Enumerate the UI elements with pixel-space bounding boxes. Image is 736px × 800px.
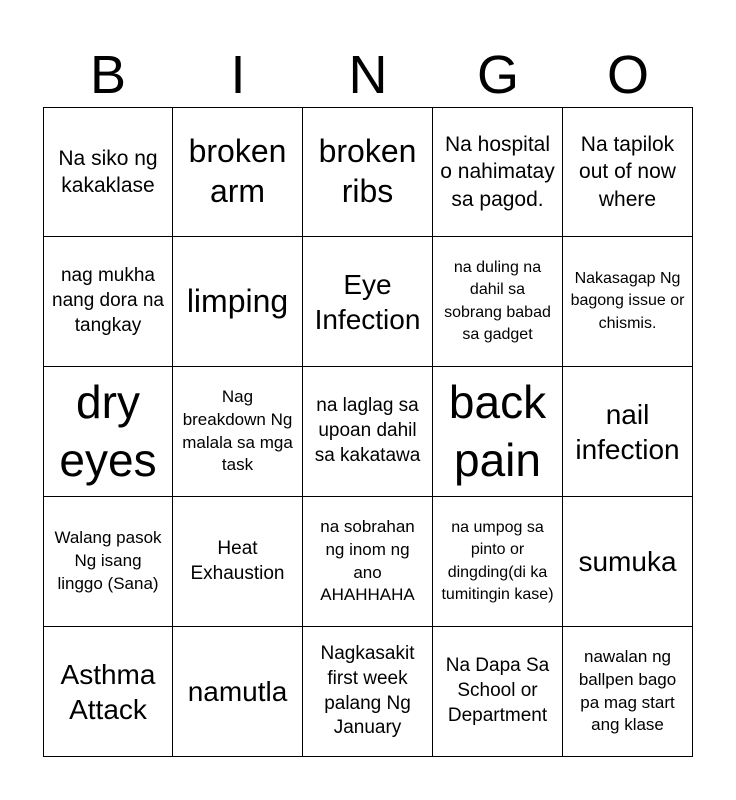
cell-text: namutla bbox=[187, 676, 288, 707]
bingo-cell-r1-c2[interactable] bbox=[173, 107, 303, 237]
bingo-cell-r1-c1[interactable] bbox=[43, 107, 173, 237]
bingo-cell-r4-c4[interactable] bbox=[433, 497, 563, 627]
bingo-cell-r4-c1[interactable] bbox=[43, 497, 173, 627]
header-letter-i: I bbox=[230, 45, 246, 105]
cell-text: Na Dapa Sa School or Department bbox=[445, 655, 550, 726]
cell-text: Nag breakdown Ng malala sa mga task bbox=[182, 386, 293, 475]
cell-text: Na hospital o nahimatay sa pagod. bbox=[440, 133, 555, 211]
header-letter-n: N bbox=[348, 45, 388, 105]
cell-text: nag mukha nang dora na tangkay bbox=[52, 265, 164, 336]
cell-text: na duling na dahil sa sobrang babad sa gadget bbox=[444, 259, 551, 343]
cell-text: Asthma Attack bbox=[60, 658, 156, 725]
bingo-cell-r5-c3[interactable] bbox=[303, 627, 433, 757]
cell-text: sumuka bbox=[578, 546, 677, 577]
bingo-cell-r3-c2[interactable] bbox=[173, 367, 303, 497]
cell-text: na laglag sa upoan dahil sa kakatawa bbox=[314, 395, 421, 466]
bingo-cell-r4-c3[interactable] bbox=[303, 497, 433, 627]
bingo-cell-r2-c3[interactable] bbox=[303, 237, 433, 367]
bingo-header bbox=[43, 44, 693, 106]
bingo-cell-r1-c5[interactable] bbox=[563, 107, 693, 237]
cell-text: Walang pasok Ng isang linggo (Sana) bbox=[54, 528, 162, 593]
cell-text: dry eyes bbox=[59, 375, 157, 486]
bingo-cell-r2-c1[interactable] bbox=[43, 237, 173, 367]
header-letter-b: B bbox=[89, 45, 127, 105]
cell-text: Na tapilok out of now where bbox=[579, 133, 676, 211]
cell-text: na sobrahan ng inom ng ano AHAHHAHA bbox=[320, 516, 415, 605]
bingo-cell-r2-c4[interactable] bbox=[433, 237, 563, 367]
bingo-board bbox=[43, 107, 693, 757]
bingo-cell-r5-c4[interactable] bbox=[433, 627, 563, 757]
bingo-cell-r5-c5[interactable] bbox=[563, 627, 693, 757]
header-letter-o: O bbox=[606, 45, 649, 105]
cell-text: limping bbox=[186, 282, 289, 319]
header-letter-g: G bbox=[476, 45, 519, 105]
bingo-cell-r1-c4[interactable] bbox=[433, 107, 563, 237]
cell-text: nawalan ng ballpen bago pa mag start ang klase bbox=[578, 646, 677, 735]
cell-text: broken arm bbox=[188, 133, 287, 209]
bingo-cell-r2-c2[interactable] bbox=[173, 237, 303, 367]
bingo-cell-r5-c1[interactable] bbox=[43, 627, 173, 757]
cell-text: nail infection bbox=[575, 398, 680, 465]
bingo-cell-r3-c1[interactable] bbox=[43, 367, 173, 497]
cell-text: Eye Infection bbox=[314, 268, 421, 335]
bingo-cell-r4-c2[interactable] bbox=[173, 497, 303, 627]
bingo-cell-r3-c5[interactable] bbox=[563, 367, 693, 497]
cell-text: Heat Exhaustion bbox=[190, 537, 285, 584]
bingo-cell-r2-c5[interactable] bbox=[563, 237, 693, 367]
bingo-cell-r5-c2[interactable] bbox=[173, 627, 303, 757]
cell-text: Nagkasakit first week palang Ng January bbox=[320, 643, 415, 739]
bingo-cell-r3-c4[interactable] bbox=[433, 367, 563, 497]
bingo-cell-r3-c3[interactable] bbox=[303, 367, 433, 497]
cell-text: back pain bbox=[448, 375, 547, 486]
cell-text: Nakasagap Ng bagong issue or chismis. bbox=[570, 270, 685, 332]
bingo-cell-r1-c3[interactable] bbox=[303, 107, 433, 237]
cell-text: Na siko ng kakaklase bbox=[58, 146, 158, 197]
cell-text: broken ribs bbox=[318, 133, 417, 209]
bingo-cell-r4-c5[interactable] bbox=[563, 497, 693, 627]
cell-text: na umpog sa pinto or dingding(di ka tumitingin kase) bbox=[441, 519, 554, 603]
